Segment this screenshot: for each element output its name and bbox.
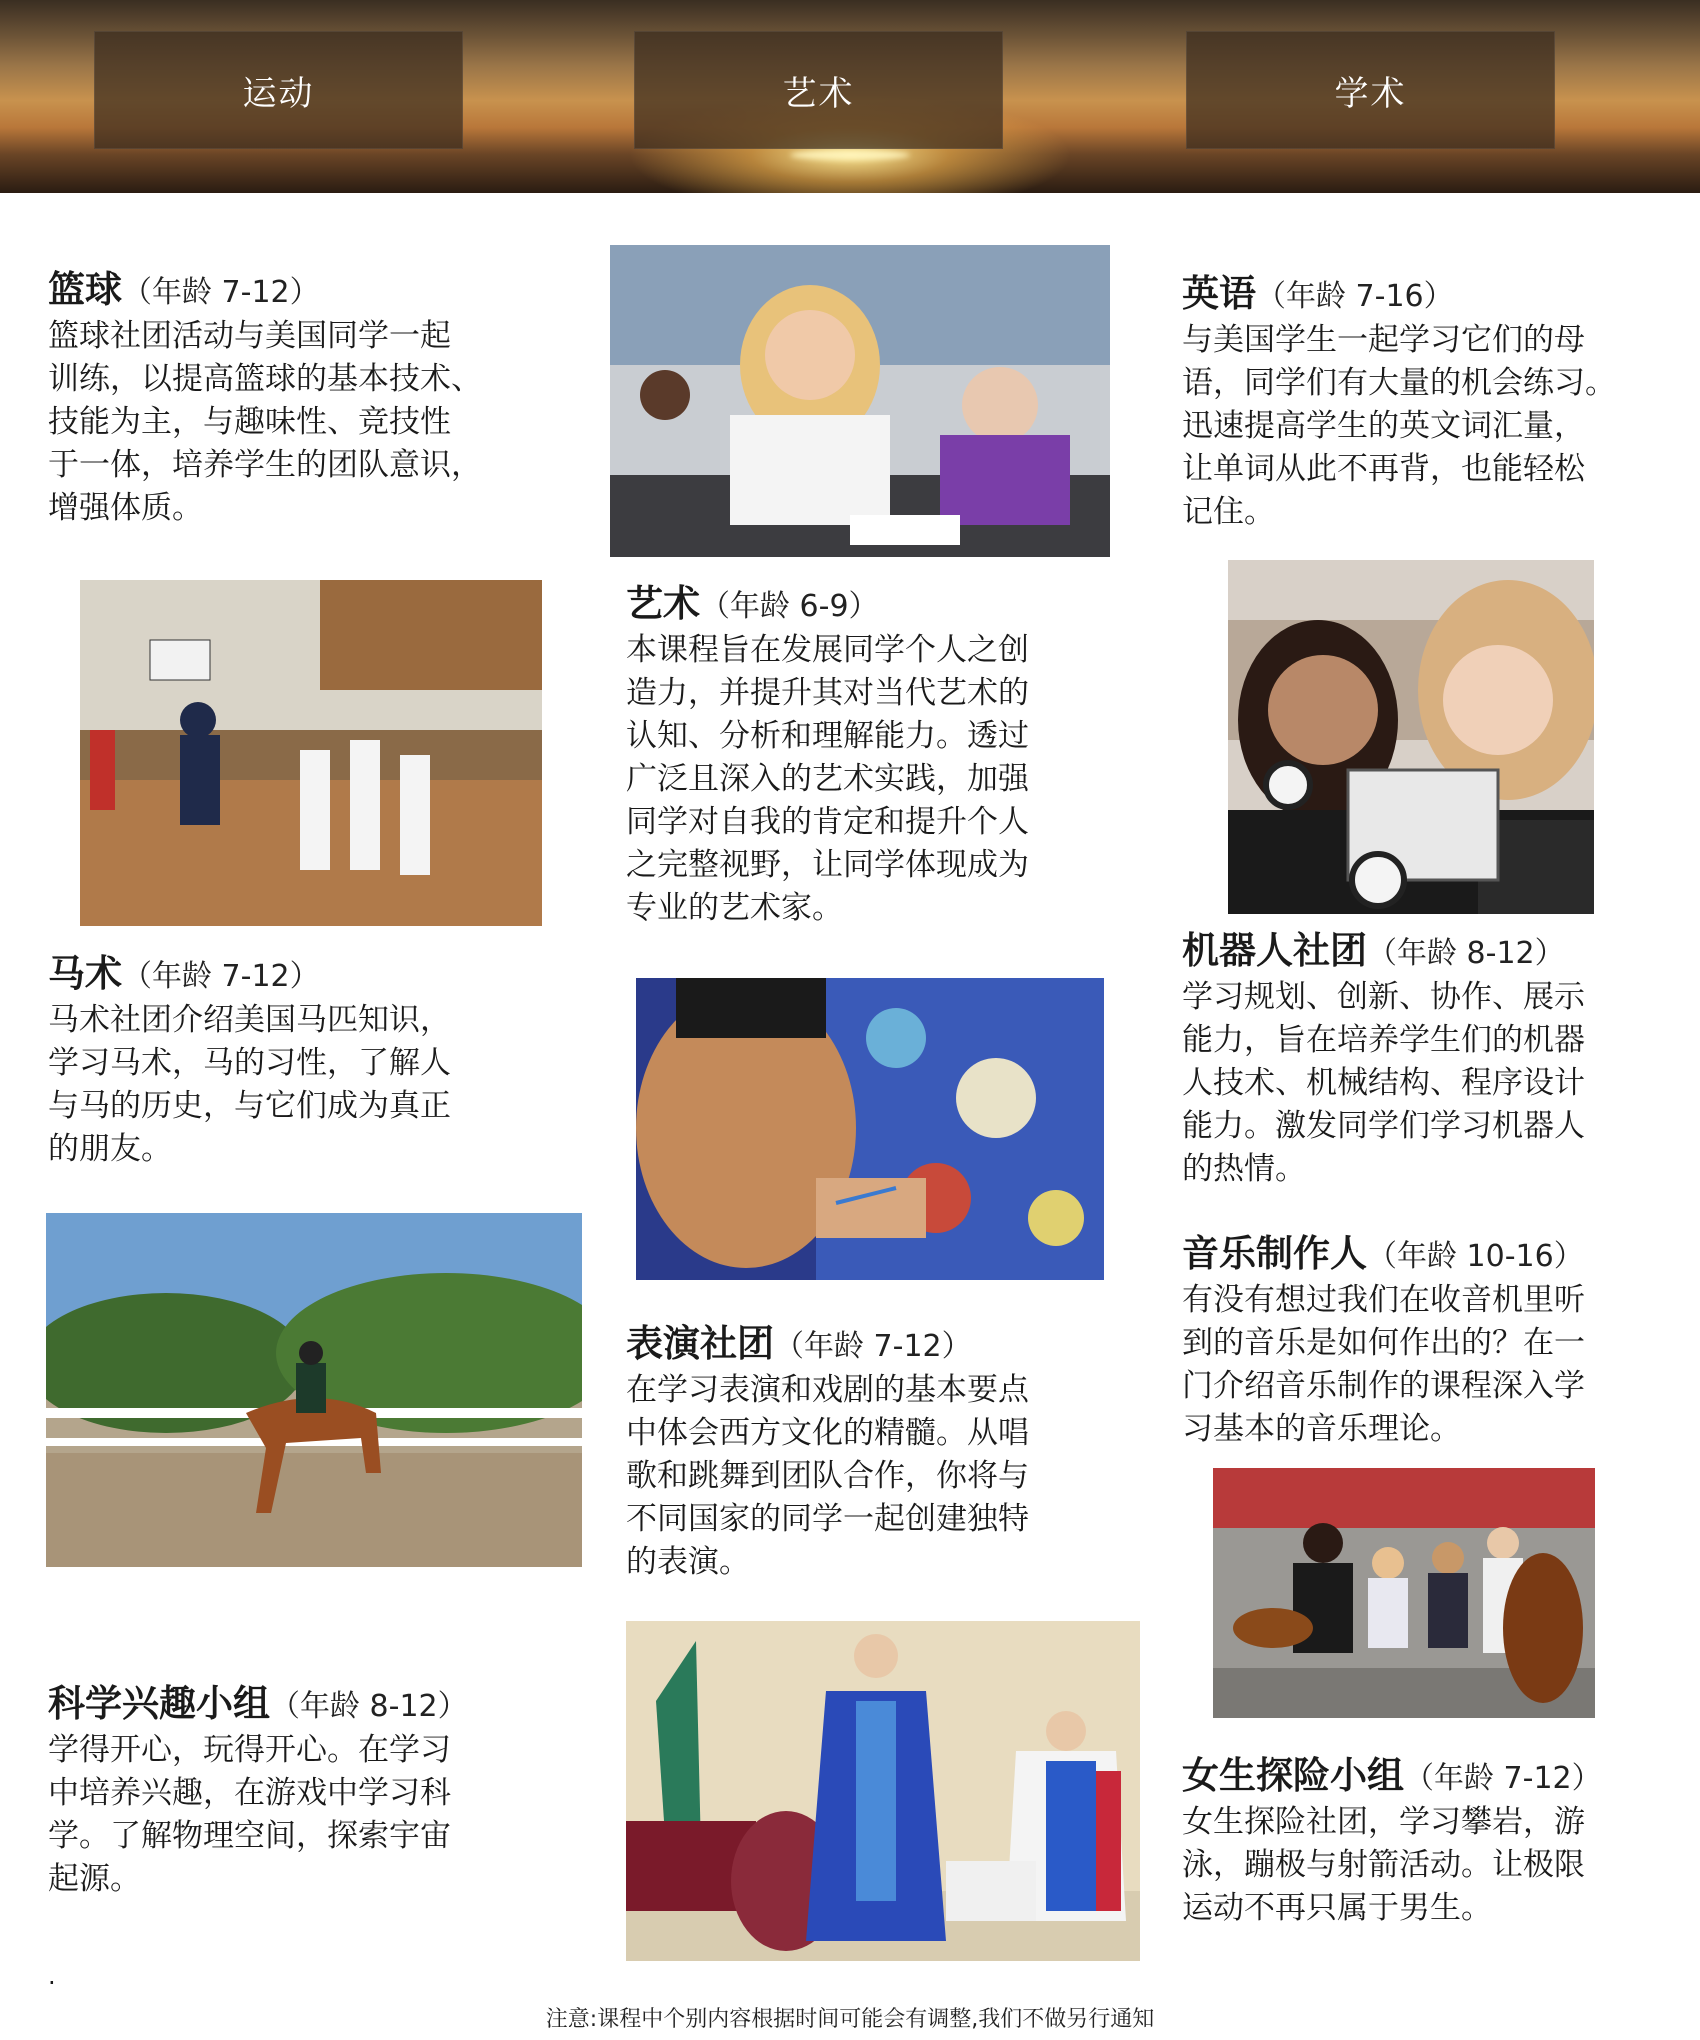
program-music — [1182, 1232, 1672, 1451]
program-english — [1182, 272, 1672, 534]
program-age: （年龄 6-9） — [700, 589, 879, 624]
program-age: （年龄 7-12） — [1404, 1761, 1602, 1796]
photo-drama-performance — [626, 1621, 1140, 1961]
program-description: 本课程旨在发展同学个人之创 造力，并提升其对当代艺术的 认知、分析和理解能力。透过 广泛且深入的艺术实践，加强 同学对自我的肯定和提升个人 之完整视野，让同学体现成为 专业的艺术家。 — [626, 632, 1029, 926]
program-description: 在学习表演和戏剧的基本要点 中体会西方文化的精髓。从唱 歌和跳舞到团队合作，你将与 不同国家的同学一起创建独特 的表演。 — [626, 1372, 1029, 1580]
program-heading — [1182, 1232, 1672, 1279]
program-heading — [1182, 1754, 1672, 1801]
program-description: 有没有想过我们在收音机里听 到的音乐是如何作出的？在一 门介绍音乐制作的课程深入学 习基本的音乐理论。 — [1182, 1282, 1585, 1447]
program-title: 艺术 — [626, 582, 700, 625]
program-description: 马术社团介绍美国马匹知识， 学习马术，马的习性，了解人 与马的历史，与它们成为真正 的朋友。 — [48, 1002, 451, 1167]
program-heading — [626, 582, 1116, 629]
program-description: 学习规划、创新、协作、展示 能力，旨在培养学生们的机器 人技术、机械结构、程序设计 能力。激发同学们学习机器人 的热情。 — [1182, 979, 1585, 1187]
sunset-banner — [0, 0, 1700, 193]
program-age: （年龄 10-16） — [1367, 1239, 1584, 1274]
program-description: 与美国学生一起学习它们的母 语，同学们有大量的机会练习。 迅速提高学生的英文词汇量， 让单词从此不再背，也能轻松 记住。 — [1182, 322, 1616, 530]
stray-dot: . — [48, 1962, 56, 1990]
program-heading — [626, 1322, 1116, 1369]
program-title: 篮球 — [48, 268, 122, 311]
program-heading — [1182, 929, 1672, 976]
program-girls-adventure — [1182, 1754, 1672, 1930]
program-description: 女生探险社团，学习攀岩，游 泳，蹦极与射箭活动。让极限 运动不再只属于男生。 — [1182, 1804, 1585, 1926]
photo-classroom-students — [610, 245, 1110, 557]
photo-horse-riding — [46, 1213, 582, 1567]
program-age: （年龄 7-16） — [1256, 279, 1454, 314]
footnote: 注意:课程中个别内容根据时间可能会有调整,我们不做另行通知 — [545, 2007, 1155, 2032]
program-heading — [48, 1682, 538, 1729]
program-art — [626, 582, 1116, 930]
tab-arts[interactable]: 艺术 — [634, 31, 1003, 149]
program-title: 科学兴趣小组 — [48, 1682, 270, 1725]
program-age: （年龄 8-12） — [1367, 936, 1565, 971]
program-title: 机器人社团 — [1182, 929, 1367, 972]
sun-reflection — [790, 150, 910, 160]
program-drama — [626, 1322, 1116, 1584]
program-age: （年龄 8-12） — [270, 1689, 468, 1724]
program-title: 表演社团 — [626, 1322, 774, 1365]
program-age: （年龄 7-12） — [774, 1329, 972, 1364]
tab-sports[interactable]: 运动 — [94, 31, 463, 149]
tab-academics[interactable]: 学术 — [1186, 31, 1555, 149]
program-description: 篮球社团活动与美国同学一起 训练，以提高篮球的基本技术、 技能为主，与趣味性、竞技性 于一体，培养学生的团队意识， 增强体质。 — [48, 318, 482, 526]
program-basketball — [48, 268, 538, 530]
program-title: 英语 — [1182, 272, 1256, 315]
program-title: 音乐制作人 — [1182, 1232, 1367, 1275]
program-robotics — [1182, 929, 1672, 1191]
photo-basketball — [80, 580, 542, 926]
program-description: 学得开心，玩得开心。在学习 中培养兴趣，在游戏中学习科 学。了解物理空间，探索宇宙 起源。 — [48, 1732, 451, 1897]
program-age: （年龄 7-12） — [122, 275, 320, 310]
program-equestrian — [48, 952, 538, 1171]
program-heading — [1182, 272, 1672, 319]
program-heading — [48, 268, 538, 315]
program-title: 女生探险小组 — [1182, 1754, 1404, 1797]
photo-painting-student — [636, 978, 1104, 1280]
program-age: （年龄 7-12） — [122, 959, 320, 994]
photo-robotics-girls — [1228, 560, 1594, 914]
program-science — [48, 1682, 538, 1901]
program-heading — [48, 952, 538, 999]
photo-music-students — [1213, 1468, 1595, 1718]
program-title: 马术 — [48, 952, 122, 995]
